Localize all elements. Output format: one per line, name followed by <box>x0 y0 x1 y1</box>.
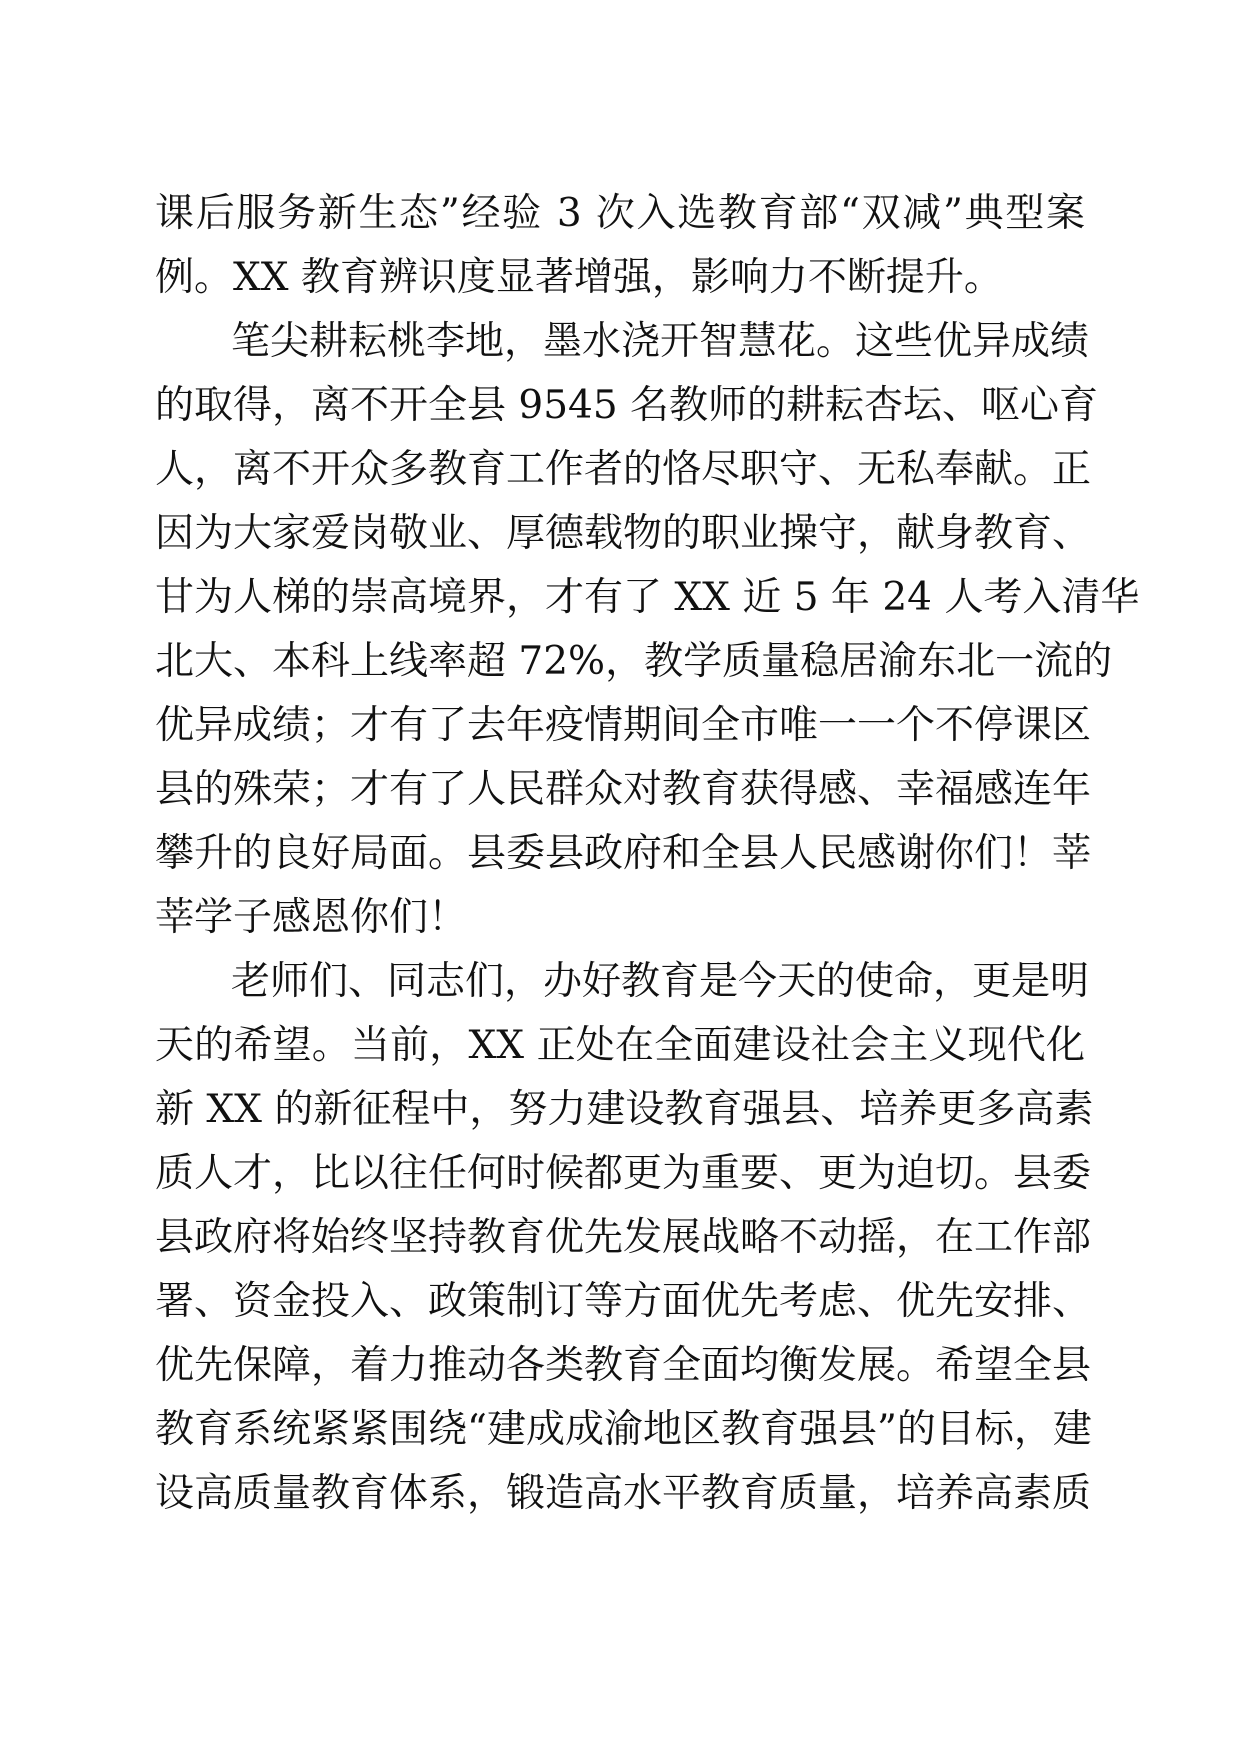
text-line: 县的殊荣；才有了人民群众对教育获得感、幸福感连年 <box>155 767 1092 812</box>
text-line: 新 XX 的新征程中，努力建设教育强县、培养更多高素 <box>155 1087 1094 1132</box>
text-line: 例。XX 教育辨识度显著增强，影响力不断提升。 <box>155 255 1003 300</box>
text-line: 质人才，比以往任何时候都更为重要、更为迫切。县委 <box>155 1151 1092 1196</box>
paragraph-first-line: 老师们、同志们，办好教育是今天的使命，更是明 <box>231 959 1090 1004</box>
text-line: 甘为人梯的崇高境界，才有了 XX 近 5 年 24 人考入清华 <box>155 575 1140 620</box>
text-line: 课后服务新生态”经验 3 次入选教育部“双减”典型案 <box>155 191 1085 236</box>
text-line: 莘学子感恩你们！ <box>155 895 468 940</box>
text-line: 教育系统紧紧围绕“建成成渝地区教育强县”的目标，建 <box>155 1407 1092 1452</box>
text-line: 县政府将始终坚持教育优先发展战略不动摇，在工作部 <box>155 1215 1092 1260</box>
paragraph-first-line: 笔尖耕耘桃李地，墨水浇开智慧花。这些优异成绩 <box>231 319 1090 364</box>
text-line: 优先保障，着力推动各类教育全面均衡发展。希望全县 <box>155 1343 1092 1388</box>
text-line: 优异成绩；才有了去年疫情期间全市唯一一个不停课区 <box>155 703 1092 748</box>
text-line: 攀升的良好局面。县委县政府和全县人民感谢你们！莘 <box>155 831 1092 876</box>
text-line: 人，离不开众多教育工作者的恪尽职守、无私奉献。正 <box>155 447 1092 492</box>
text-line: 的取得，离不开全县 9545 名教师的耕耘杏坛、呕心育 <box>155 383 1099 428</box>
text-line: 因为大家爱岗敬业、厚德载物的职业操守，献身教育、 <box>155 511 1092 556</box>
text-line: 北大、本科上线率超 72%，教学质量稳居渝东北一流的 <box>155 639 1113 684</box>
text-line: 天的希望。当前，XX 正处在全面建设社会主义现代化 <box>155 1023 1085 1068</box>
text-line: 署、资金投入、政策制订等方面优先考虑、优先安排、 <box>155 1279 1092 1324</box>
text-line: 设高质量教育体系，锻造高水平教育质量，培养高素质 <box>155 1471 1092 1516</box>
